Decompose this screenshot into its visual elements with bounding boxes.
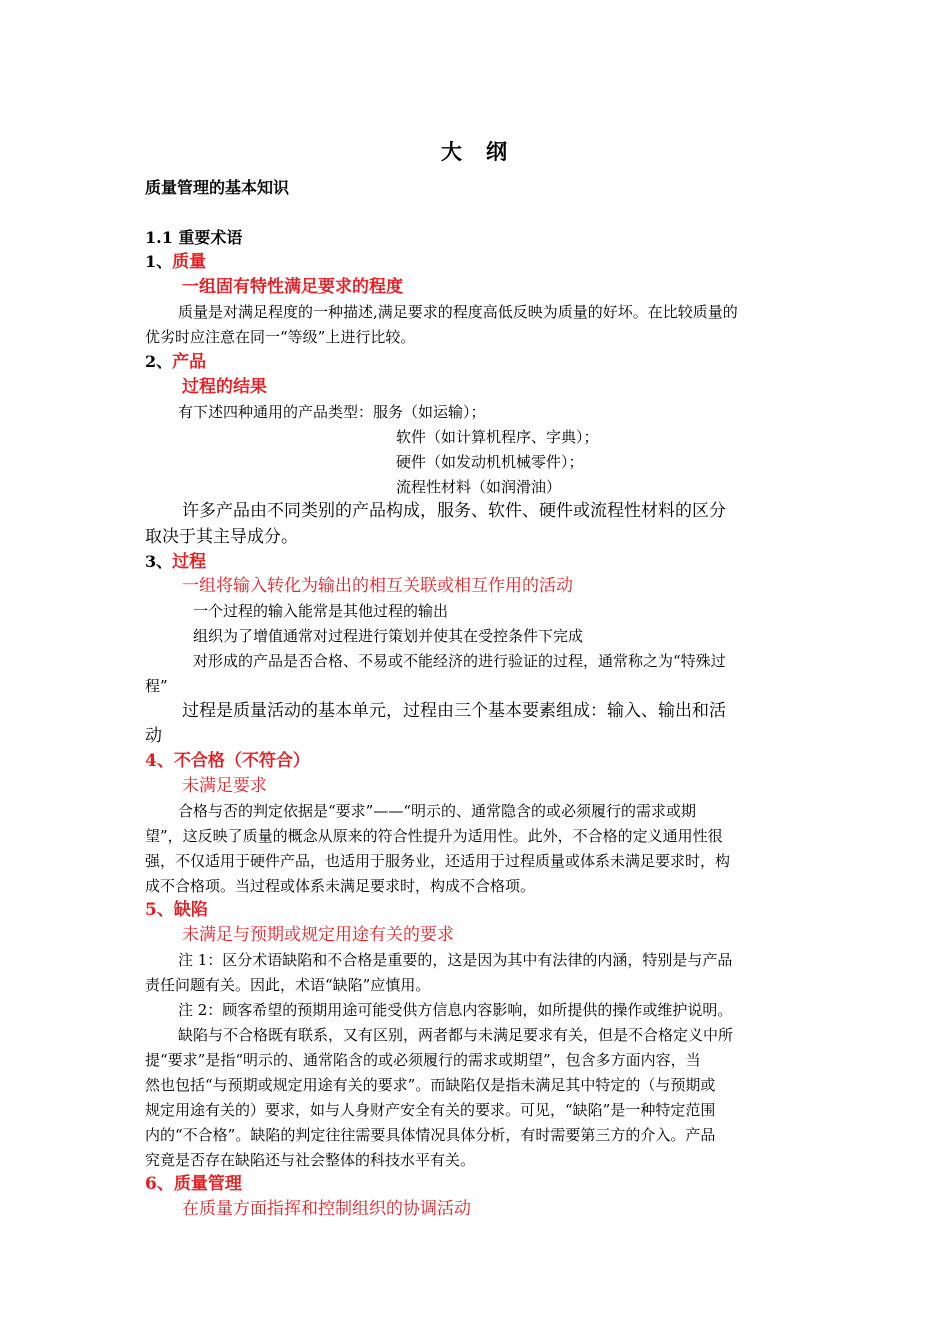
page-title xyxy=(0,137,950,167)
paragraph-line: 然也包括“与预期或规定用途有关的要求”。而缺陷仅是指未满足其中特定的（与预期或 xyxy=(145,1076,716,1094)
term-heading-1: 1、质量 xyxy=(145,252,207,272)
paragraph-line: 成不合格项。当过程或体系未满足要求时，构成不合格项。 xyxy=(145,877,536,895)
term-definition-2: 过程的结果 xyxy=(182,377,267,397)
product-type: 软件（如计算机程序、字典）； xyxy=(396,428,599,446)
paragraph-line: 优劣时应注意在同一“等级”上进行比较。 xyxy=(145,328,416,346)
paragraph-line: 对形成的产品是否合格、不易或不能经济的进行验证的过程，通常称之为“特殊过 xyxy=(193,652,726,670)
paragraph-line: 组织为了增值通常对过程进行策划并使其在受控条件下完成 xyxy=(193,627,584,645)
paragraph-line: 缺陷与不合格既有联系，又有区别，两者都与未满足要求有关，但是不合格定义中所 xyxy=(178,1026,734,1044)
paragraph-line: 强，不仅适用于硬件产品，也适用于服务业，还适用于过程质量或体系未满足要求时，构 xyxy=(145,852,731,870)
term-label: 产品 xyxy=(172,352,207,372)
paragraph-line: 动 xyxy=(145,726,162,746)
paragraph-line: 注 1：区分术语缺陷和不合格是重要的，这是因为其中有法律的内涵，特别是与产品 xyxy=(178,951,733,969)
paragraph-line: 许多产品由不同类别的产品构成，服务、软件、硬件或流程性材料的区分 xyxy=(182,501,726,521)
term-label: 不合格（不符合） xyxy=(173,751,310,771)
term-definition-3: 一组将输入转化为输出的相互关联或相互作用的活动 xyxy=(182,576,573,596)
paragraph-line: 内的“不合格”。缺陷的判定往往需要具体情况具体分析，有时需要第三方的介入。产品 xyxy=(145,1126,716,1144)
term-definition-4: 未满足要求 xyxy=(182,776,267,796)
paragraph-line: 质量是对满足程度的一种描述,满足要求的程度高低反映为质量的好坏。在比较质量的 xyxy=(178,303,738,321)
term-definition-6: 在质量方面指挥和控制组织的协调活动 xyxy=(182,1199,471,1219)
paragraph-line: 一个过程的输入能常是其他过程的输出 xyxy=(193,602,449,620)
paragraph-line: 程” xyxy=(145,677,168,695)
title-char-2: 纲 xyxy=(486,139,509,164)
term-label: 缺陷 xyxy=(173,900,208,920)
term-label: 过程 xyxy=(172,552,207,572)
paragraph-line: 责任问题有关。因此，术语“缺陷”应慎用。 xyxy=(145,976,431,994)
term-definition-1: 一组固有特性满足要求的程度 xyxy=(182,277,403,297)
term-label: 质量管理 xyxy=(173,1174,242,1194)
paragraph-line: 究竟是否存在缺陷还与社会整体的科技水平有关。 xyxy=(145,1151,476,1169)
paragraph-line: 规定用途有关的）要求，如与人身财产安全有关的要求。可见，“缺陷”是一种特定范围 xyxy=(145,1101,716,1119)
product-type: 流程性材料（如润滑油） xyxy=(396,478,562,496)
product-type: 硬件（如发动机机械零件）； xyxy=(396,453,584,471)
term-heading-5: 5、缺陷 xyxy=(145,900,208,920)
paragraph-line: 望”，这反映了质量的概念从原来的符合性提升为适用性。此外，不合格的定义通用性很 xyxy=(145,827,723,845)
term-heading-4: 4、不合格（不符合） xyxy=(145,751,310,771)
term-label: 质量 xyxy=(172,252,207,272)
term-definition-5: 未满足与预期或规定用途有关的要求 xyxy=(182,925,454,945)
subtitle: 质量管理的基本知识 xyxy=(145,178,290,197)
paragraph-line: 合格与否的判定依据是“要求”——“明示的、通常隐含的或必须履行的需求或期 xyxy=(178,802,697,820)
term-heading-6: 6、质量管理 xyxy=(145,1174,242,1194)
term-heading-3: 3、过程 xyxy=(145,552,207,572)
paragraph-line: 提“要求”是指“明示的、通常陷含的或必须履行的需求或期望”，包含多方面内容，当 xyxy=(145,1051,701,1069)
product-types-intro: 有下述四种通用的产品类型：服务（如运输）； xyxy=(178,403,486,421)
paragraph-line: 取决于其主导成分。 xyxy=(145,527,298,547)
term-heading-2: 2、产品 xyxy=(145,352,207,372)
paragraph-line: 注 2：顾客希望的预期用途可能受供方信息内容影响，如所提供的操作或维护说明。 xyxy=(178,1001,733,1019)
title-char-1: 大 xyxy=(441,139,464,164)
section-heading: 1.1 重要术语 xyxy=(145,228,243,247)
paragraph-line: 过程是质量活动的基本单元，过程由三个基本要素组成：输入、输出和活 xyxy=(182,701,726,721)
